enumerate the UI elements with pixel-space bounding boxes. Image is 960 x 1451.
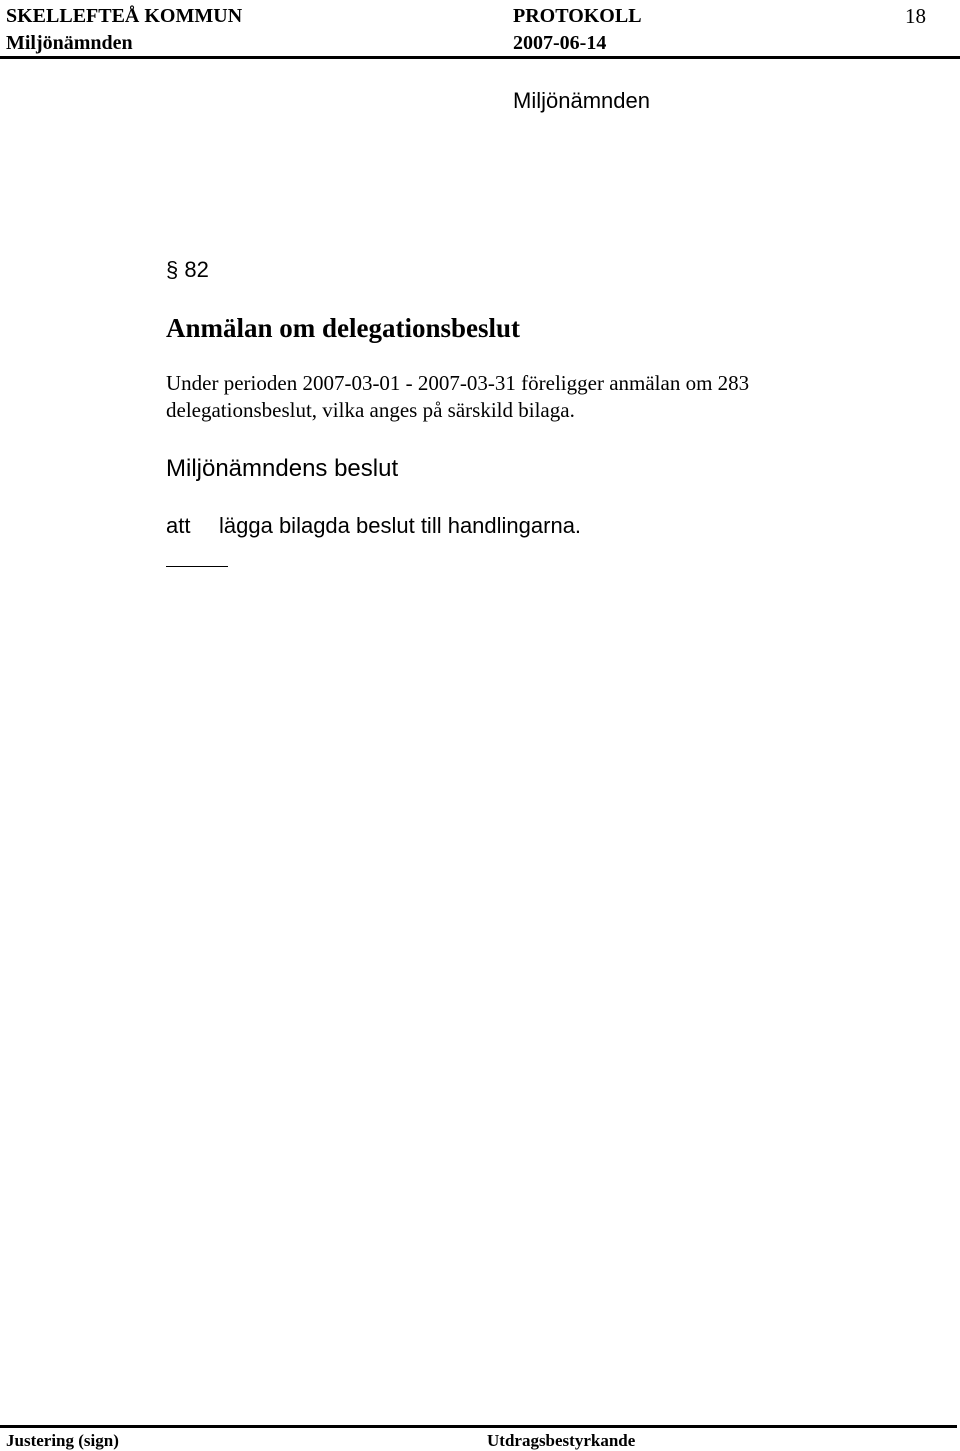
header-divider	[0, 56, 960, 59]
utdragsbestyrkande-label: Utdragsbestyrkande	[487, 1431, 636, 1450]
section-end-divider	[166, 566, 228, 567]
department-label: Miljönämnden	[513, 88, 650, 113]
footer-divider	[0, 1425, 957, 1428]
organization-name: SKELLEFTEÅ KOMMUN	[6, 5, 243, 27]
body-paragraph	[166, 370, 749, 424]
justering-label: Justering (sign)	[6, 1431, 119, 1450]
section-title: Anmälan om delegationsbeslut	[166, 313, 521, 343]
document-type: PROTOKOLL	[513, 5, 642, 27]
decision-heading: Miljönämndens beslut	[166, 455, 399, 482]
paragraph-number: § 82	[166, 257, 209, 282]
meeting-date: 2007-06-14	[513, 32, 607, 54]
page-number: 18	[905, 4, 926, 28]
decision-text: lägga bilagda beslut till handlingarna.	[219, 513, 582, 538]
header-department: Miljönämnden	[6, 32, 133, 54]
body-line: delegationsbeslut, vilka anges på särskild bilaga.	[166, 398, 575, 422]
body-line: Under perioden 2007-03-01 - 2007-03-31 föreligger anmälan om 283	[166, 371, 750, 395]
decision-prefix: att	[166, 513, 191, 538]
